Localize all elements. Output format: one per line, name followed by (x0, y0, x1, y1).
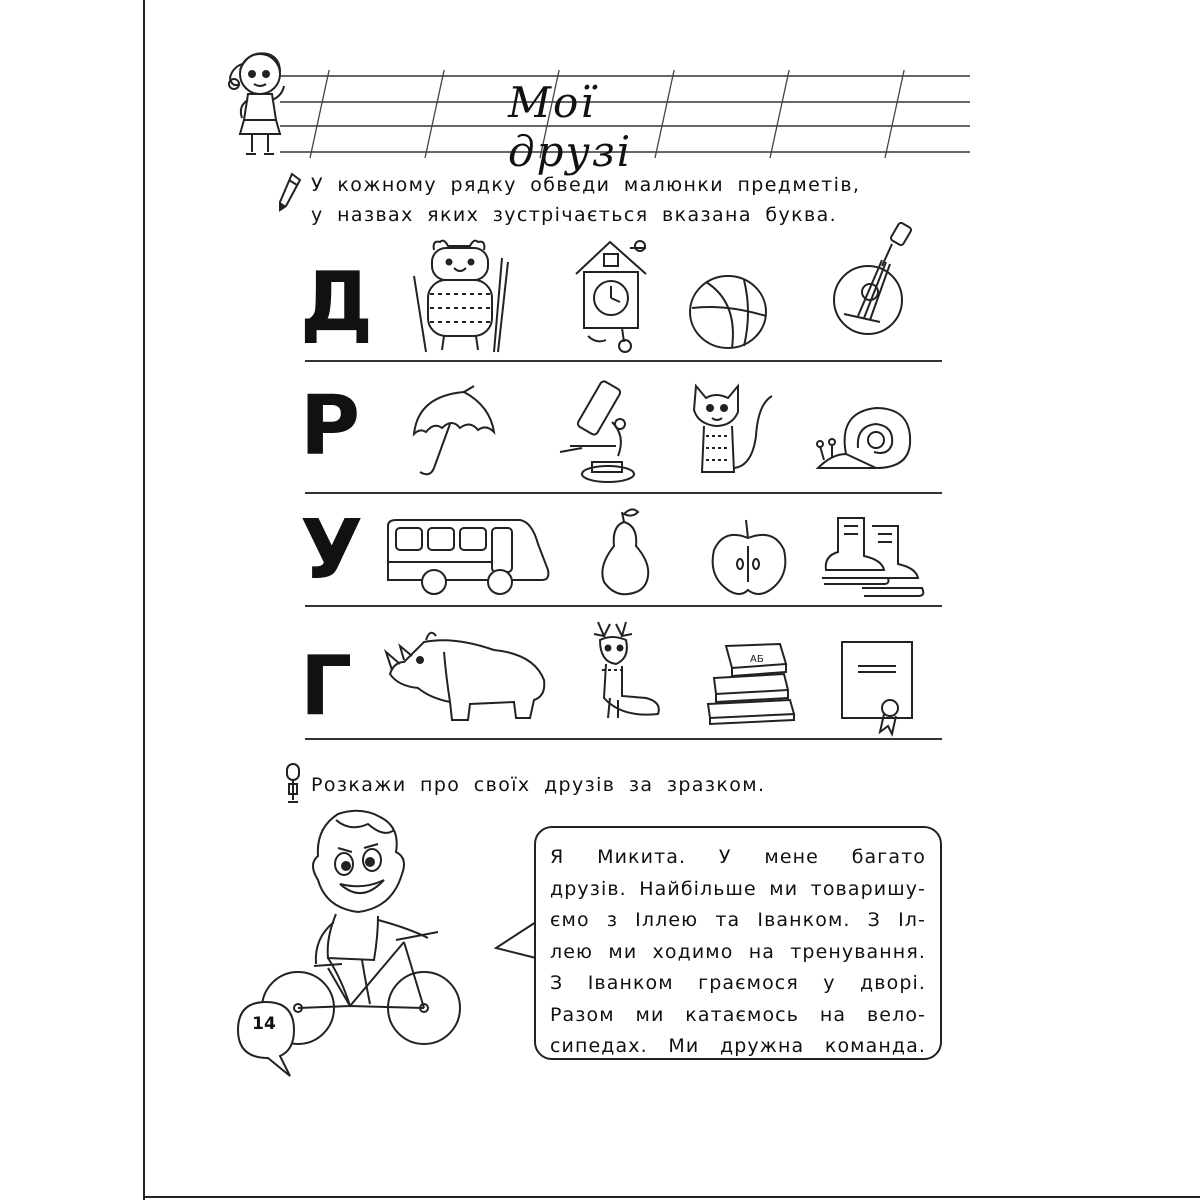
row-letter-d: Д (300, 255, 374, 350)
deer-picture (582, 618, 664, 728)
row-divider (305, 738, 942, 740)
row-divider (305, 360, 942, 362)
microscope-picture (556, 376, 650, 486)
bubble-line: сипедах. Ми дружна команда. (550, 1035, 926, 1057)
task-instruction (311, 170, 860, 230)
rhinoceros-picture (384, 622, 550, 726)
row-letter-r: Р (300, 379, 361, 474)
task-instruction-line-2: у назвах яких зустрічається вказана буква. (311, 204, 838, 226)
snail-picture (812, 398, 916, 478)
diploma-picture (836, 636, 916, 738)
page-number: 14 (252, 1014, 276, 1034)
speech-bubble (534, 826, 942, 1060)
row-letter-h: Г (300, 639, 353, 734)
page-bottom-border (143, 1196, 1200, 1198)
page-title: Мої друзі (508, 78, 633, 176)
skates-picture (818, 512, 930, 604)
bubble-line: друзів. Найбільше ми товаришу- (550, 877, 926, 900)
page-left-border (143, 0, 145, 1200)
bear-on-skis-picture (404, 236, 522, 356)
pear-picture (594, 506, 654, 598)
mandolin-picture (830, 222, 920, 340)
umbrella-picture (404, 384, 498, 480)
page-number-bubble (234, 1000, 298, 1080)
bubble-line: Я Микита. У мене багато (550, 846, 926, 868)
row-letter-u: У (300, 503, 364, 598)
row-divider (305, 605, 942, 607)
speech-bubble-tail (494, 918, 538, 970)
microphone-icon (282, 762, 304, 806)
task-instruction-2: Розкажи про своїх друзів за зразком. (311, 774, 766, 796)
pencil-icon (276, 172, 302, 212)
bubble-line: Разом ми катаємось на вело- (550, 1003, 926, 1026)
bubble-line: ємо з Іллею та Іванком. З Іл- (550, 909, 926, 931)
cuckoo-clock-picture (570, 236, 660, 354)
row-divider (305, 492, 942, 494)
speech-bubble-text (550, 842, 926, 1063)
ball-picture (686, 272, 772, 352)
task-instruction-line-1: У кожному рядку обведи малюнки предметів, (311, 174, 861, 196)
bubble-line: З Іванком граємося у дворі. (550, 972, 926, 994)
bubble-line: лею ми ходимо на тренування. (550, 940, 926, 963)
books-picture (704, 640, 800, 726)
bus-picture (382, 518, 552, 598)
apple-picture (706, 516, 792, 598)
svg-text:АБ: АБ (750, 654, 764, 665)
cat-picture (686, 376, 778, 480)
